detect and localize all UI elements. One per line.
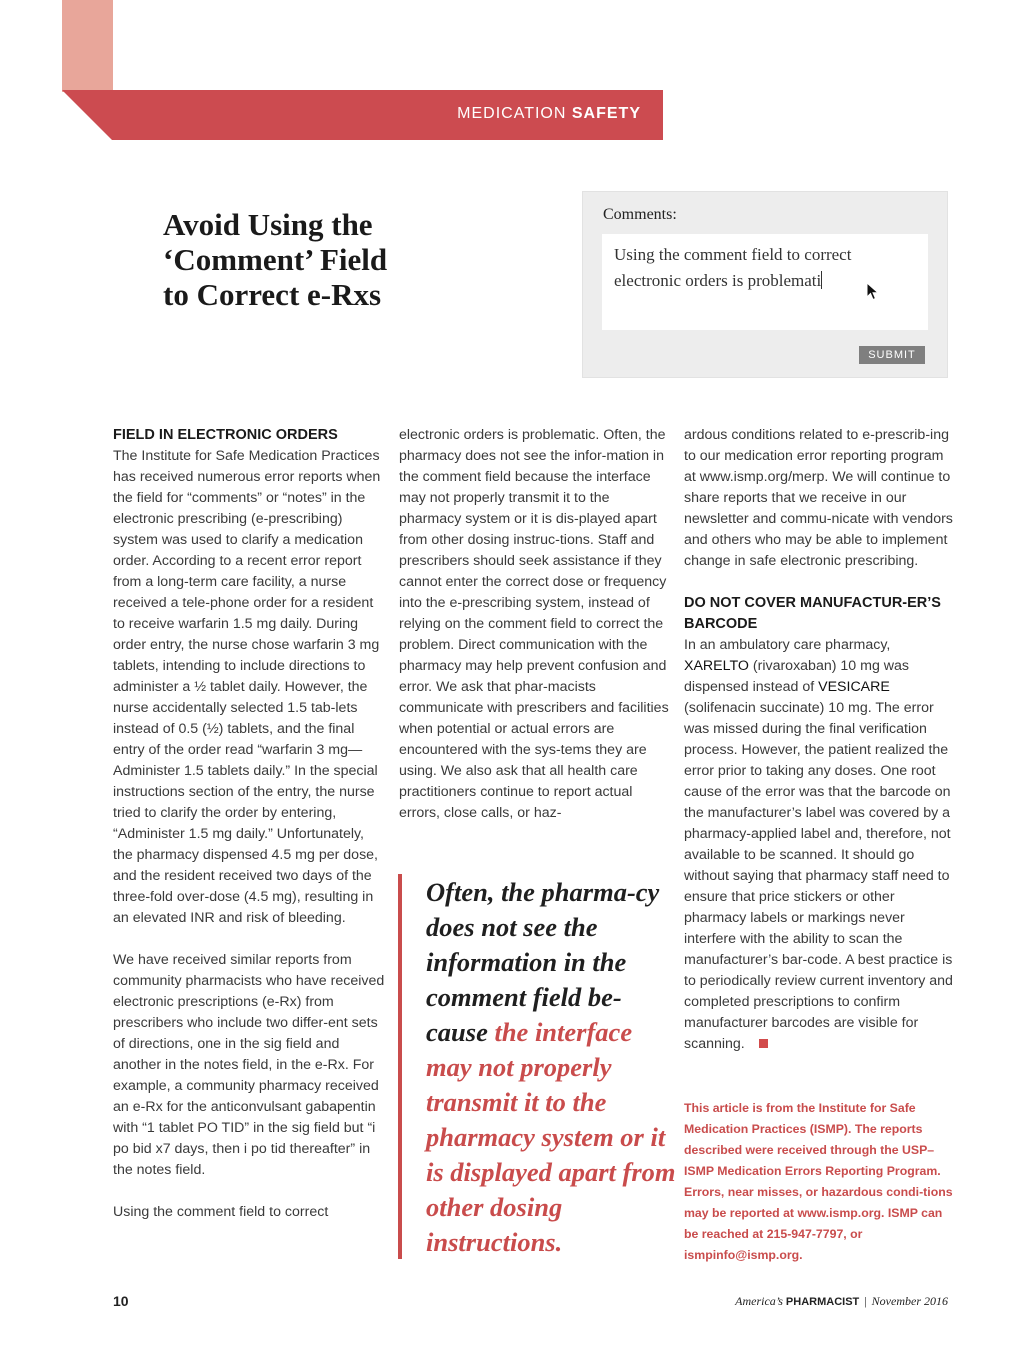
submit-button[interactable]: SUBMIT: [859, 346, 925, 364]
column-1-paragraph-2: We have received similar reports from community pharmacists who have received electronic prescriptions (e-Rx) from prescribers who include two differ-ent sets of directions, one in the sig field and another in the notes field, in the e-Rx. For example, a community pharmacy received an e-Rx for the anticonvulsant gabapentin with “1 tablet PO TID” in the sig field but “i po bid x7 days, then i po tid thereafter” in the notes field.: [113, 952, 385, 1178]
comments-illustration: [582, 191, 948, 378]
column-2-paragraph-1: electronic orders is problematic. Often, the pharmacy does not see the infor-mation in the comment field because the interface may not properly transmit it to the pharmacy system or it is dis-played apart from other dosing instruc-tions. Staff and prescribers should seek assistance if they cannot enter the correct dose or frequency into the e-prescribing system, instead of relying on the comment field to correct the problem. Direct communication with the pharmacy may help prevent confusion and error. We ask that phar-macists communicate with prescribers and facilities when potential or actual errors are encountered with the sys-tems they are using. We also ask that all health care practitioners continue to report actual errors, close calls, or haz-: [399, 427, 669, 821]
title-line-1: Avoid Using the: [163, 207, 373, 242]
column-1-paragraph-1: The Institute for Safe Medication Practices has received numerous error reports when the field for “comments” or “notes” in the electronic prescribing (e-prescribing) system was used to clarify a medication order. According to a recent error report from a long-term care facility, a nurse received a tele-phone order for a resident to receive warfarin 1.5 mg daily. During order entry, the nurse chose warfarin 3 mg tablets, intending to include directions to administer a ½ tablet daily. However, the nurse accidentally selected 1.5 tab-lets instead of 0.5 (½) tablets, and the final entry of the order read “warfarin 3 mg—Administer 1.5 tablets daily.” In the special instructions section of the entry, the nurse tried to clarify the order by entering, “Administer 1.5 mg daily.” Unfortunately, the pharmacy dispensed 4.5 mg per dose, and the resident received two days of the three-fold over-dose (4.5 mg), resulting in an elevated INR and risk of bleeding.: [113, 448, 381, 926]
comments-label: Comments:: [603, 206, 677, 223]
pullquote: [426, 875, 676, 1260]
footer-separator: |: [864, 1294, 867, 1308]
section-label: [457, 105, 641, 123]
comments-text-line-2: electronic orders is problemati: [614, 271, 822, 290]
page-number: 10: [113, 1293, 129, 1309]
pullquote-dark-text: Often, the pharma-cy does not see the information in the comment field be-cause: [426, 877, 660, 1047]
mouse-pointer-icon: [866, 282, 880, 302]
end-of-article-mark: [759, 1039, 768, 1048]
issue-date: November 2016: [871, 1294, 948, 1308]
title-line-3: to Correct e-Rxs: [163, 277, 382, 312]
article-title: [163, 207, 493, 312]
column-3-paragraph-1: ardous conditions related to e-prescrib-ing to our medication error reporting program at www.ismp.org/merp. We will continue to share reports that we receive in our newsletter and commu-nicate with vendors and others who may be able to implement change in safe electronic prescribing.: [684, 427, 953, 569]
article-column-3: [684, 425, 956, 1055]
comments-textarea[interactable]: [602, 234, 928, 330]
decorative-tab: [62, 0, 113, 92]
source-note: This article is from the Institute for Safe Medication Practices (ISMP). The reports described were received through the USP–ISMP Medication Errors Reporting Program. Errors, near misses, or hazardous condi-tions may be reported at www.ismp.org. ISMP can be reached at 215-947-7797, or ismpinfo@ismp.org.: [684, 1101, 953, 1262]
column-3-paragraph-2: [684, 635, 956, 1055]
column-1-paragraph-3: Using the comment field to correct: [113, 1204, 329, 1220]
magazine-name-italic: America’s: [735, 1294, 783, 1308]
magazine-name: [735, 1294, 859, 1308]
text-caret: [821, 271, 822, 289]
section-label-light: MEDICATION: [457, 105, 567, 122]
section-banner: [62, 90, 663, 140]
column-3-text-c: (solifenacin succinate) 10 mg. The error was missed during the final verification process. However, the patient realized the error prior to taking any doses. One root cause of the error was that the barcode on the manufacturer’s label was covered by a pharmacy-applied label and, therefore, not available to be scanned. It should go without saying that pharmacy staff need to ensure that price stickers or other pharmacy labels or markings never interfere with the ability to scan the manufacturer’s bar-code. A best practice is to periodically review current inventory and completed prescriptions to confirm manufacturer barcodes are visible for scanning.: [684, 700, 953, 1052]
magazine-name-bold: PHARMACIST: [785, 1296, 860, 1308]
section-heading-field-in-electronic-orders: FIELD IN ELECTRONIC ORDERS: [113, 427, 338, 443]
title-line-2: ‘Comment’ Field: [163, 242, 388, 277]
brand-xarelto: XARELTO: [684, 658, 749, 674]
section-heading-barcode: DO NOT COVER MANUFACTUR-ER’S BARCODE: [684, 595, 941, 632]
brand-vesicare: VESICARE: [818, 679, 890, 695]
pullquote-bar: [398, 874, 402, 1259]
comments-text-line-1: Using the comment field to correct: [614, 245, 852, 264]
column-3-text-a: In an ambulatory care pharmacy,: [684, 637, 891, 653]
article-column-2: [399, 425, 671, 824]
article-column-1: [113, 425, 385, 1223]
section-label-bold: SAFETY: [571, 105, 641, 122]
column-3-text-b: (rivaroxaban) 10 mg was dispensed instead of: [684, 658, 909, 695]
footer-publication: [735, 1294, 948, 1309]
pullquote-red-text: the interface may not properly transmit it to the pharmacy system or it is displayed apart from other dosing instructions.: [426, 1017, 676, 1257]
